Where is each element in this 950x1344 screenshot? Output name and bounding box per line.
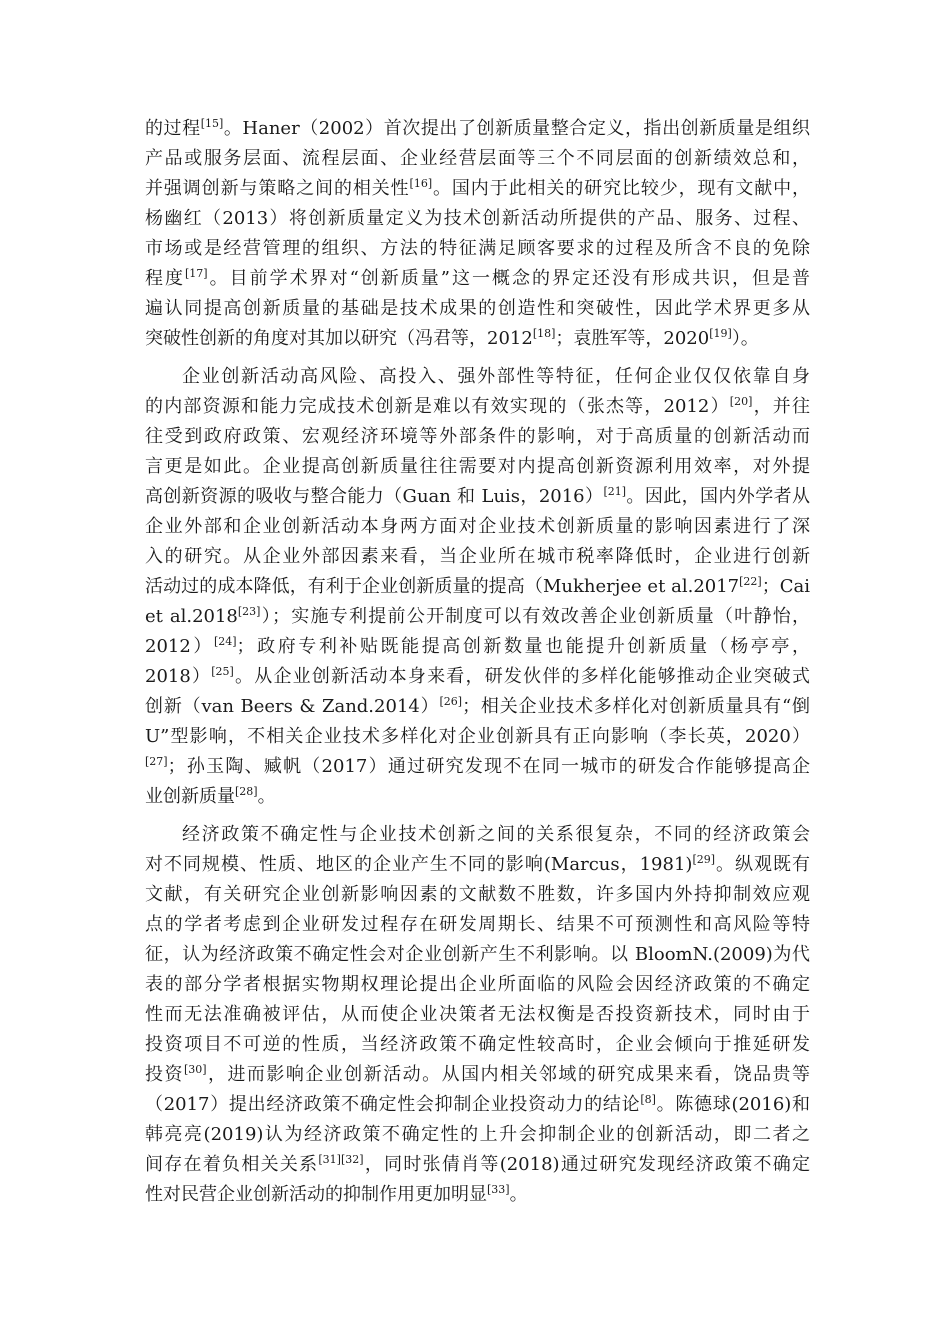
text-line: （2017）提出经济政策不确定性会抑制企业投资动力的结论[8]。陈德球(2016)和 bbox=[145, 1093, 810, 1115]
text-line: 经济政策不确定性与企业技术创新之间的关系很复杂，不同的经济政策会 bbox=[182, 824, 810, 845]
text-line: 业创新质量[28]。 bbox=[145, 785, 276, 807]
text-line: 文献，有关研究企业创新影响因素的文献数不胜数，许多国内外持抑制效应观 bbox=[145, 884, 810, 905]
text-line: 投资项目不可逆的性质，当经济政策不确定性较高时，企业会倾向于推延研发 bbox=[145, 1034, 810, 1055]
text-line: 企业外部和企业创新活动本身两方面对企业技术创新质量的影响因素进行了深 bbox=[145, 516, 810, 537]
text-line: 2018）[25]。从企业创新活动本身来看，研发伙伴的多样化能够推动企业突破式 bbox=[145, 665, 811, 687]
text-line: 活动过的成本降低，有利于企业创新质量的提高（Mukherjee et al.2017[22]；Cai bbox=[145, 575, 810, 597]
citation-marker: [20] bbox=[729, 395, 753, 408]
text-line: 性对民营企业创新活动的抑制作用更加明显[33]。 bbox=[145, 1183, 528, 1205]
text-line: [27]；孙玉陶、臧帆（2017）通过研究发现不在同一城市的研发合作能够提高企 bbox=[145, 755, 810, 777]
text-line: 性而无法准确被评估，从而使企业决策者无法权衡是否投资新技术，同时由于 bbox=[145, 1004, 810, 1025]
text-line: et al.2018[23]）；实施专利提前公开制度可以有效改善企业创新质量（叶静怡， bbox=[145, 605, 810, 627]
citation-marker: [31] bbox=[318, 1153, 341, 1166]
citation-marker: [8] bbox=[640, 1093, 656, 1106]
text-line: 企业创新活动高风险、高投入、强外部性等特征，任何企业仅仅依靠自身 bbox=[182, 366, 810, 387]
text-line: 点的学者考虑到企业研发过程存在研发周期长、结果不可预测性和高风险等特 bbox=[145, 914, 810, 935]
citation-marker: [32] bbox=[340, 1153, 364, 1166]
text-line: 2012）[24]；政府专利补贴既能提高创新数量也能提升创新质量（杨亭亭， bbox=[145, 635, 810, 657]
text-line: 杨幽红（2013）将创新质量定义为技术创新活动所提供的产品、服务、过程、 bbox=[145, 208, 810, 229]
text-line: 对不同规模、性质、地区的企业产生不同的影响(Marcus，1981)[29]。纵观既有 bbox=[145, 853, 811, 875]
citation-marker: [29] bbox=[692, 853, 716, 866]
citation-marker: [18] bbox=[532, 327, 556, 340]
text-line: 征，认为经济政策不确定性会对企业创新产生不利影响。以 BloomN.(2009)为代 bbox=[145, 944, 810, 965]
text-line: 投资[30]，进而影响企业创新活动。从国内相关邻域的研究成果来看，饶品贵等 bbox=[145, 1063, 811, 1085]
citation-marker: [28] bbox=[235, 785, 258, 798]
text-line: 遍认同提高创新质量的基础是技术成果的创造性和突破性，因此学术界更多从 bbox=[145, 298, 810, 319]
text-line: 的过程[15]。Haner（2002）首次提出了创新质量整合定义，指出创新质量是组织 bbox=[145, 117, 811, 139]
text-line: 表的部分学者根据实物期权理论提出企业所面临的风险会因经济政策的不确定 bbox=[145, 974, 810, 995]
citation-marker: [23] bbox=[237, 605, 261, 618]
citation-marker: [33] bbox=[487, 1183, 510, 1196]
text-line: 创新（van Beers & Zand.2014）[26]；相关企业技术多样化对创新质量具有“倒 bbox=[145, 695, 810, 717]
citation-marker: [17] bbox=[185, 267, 208, 280]
text-line: 言更是如此。企业提高创新质量往往需要对内提高创新资源利用效率，对外提 bbox=[145, 456, 810, 477]
text-line: 往受到政府政策、宏观经济环境等外部条件的影响，对于高质量的创新活动而 bbox=[145, 426, 810, 447]
text-line: 的内部资源和能力完成技术创新是难以有效实现的（张杰等，2012）[20]，并往 bbox=[145, 395, 810, 417]
text-line: U”型影响，不相关企业技术多样化对企业创新具有正向影响（李长英，2020） bbox=[145, 726, 810, 747]
citation-marker: [30] bbox=[183, 1063, 207, 1076]
citation-marker: [16] bbox=[409, 177, 433, 190]
citation-marker: [24] bbox=[213, 635, 237, 648]
text-line: 市场或是经营管理的组织、方法的特征满足顾客要求的过程及所含不良的免除 bbox=[145, 238, 810, 259]
citation-marker: [15] bbox=[200, 117, 224, 130]
citation-marker: [27] bbox=[145, 755, 168, 768]
citation-marker: [22] bbox=[739, 575, 762, 588]
text-line: 入的研究。从企业外部因素来看，当企业所在城市税率降低时，企业进行创新 bbox=[145, 546, 810, 567]
text-line: 高创新资源的吸收与整合能力（Guan 和 Luis，2016）[21]。因此，国内外学者从 bbox=[145, 485, 811, 507]
text-line: 间存在着负相关关系[31][32]，同时张倩肖等(2018)通过研究发现经济政策不确定 bbox=[145, 1153, 810, 1175]
text-line: 突破性创新的角度对其加以研究（冯君等，2012[18]；袁胜军等，2020[19]）。 bbox=[145, 327, 759, 349]
citation-marker: [19] bbox=[709, 327, 732, 340]
text-line: 韩亮亮(2019)认为经济政策不确定性的上升会抑制企业的创新活动，即二者之 bbox=[145, 1124, 810, 1145]
citation-marker: [21] bbox=[603, 485, 627, 498]
text-line: 程度[17]。目前学术界对“创新质量”这一概念的界定还没有形成共识，但是普 bbox=[145, 267, 810, 289]
citation-marker: [25] bbox=[211, 665, 234, 678]
citation-marker: [26] bbox=[439, 695, 463, 708]
text-line: 并强调创新与策略之间的相关性[16]。国内于此相关的研究比较少，现有文献中， bbox=[145, 177, 811, 199]
text-line: 产品或服务层面、流程层面、企业经营层面等三个不同层面的创新绩效总和， bbox=[145, 148, 810, 169]
